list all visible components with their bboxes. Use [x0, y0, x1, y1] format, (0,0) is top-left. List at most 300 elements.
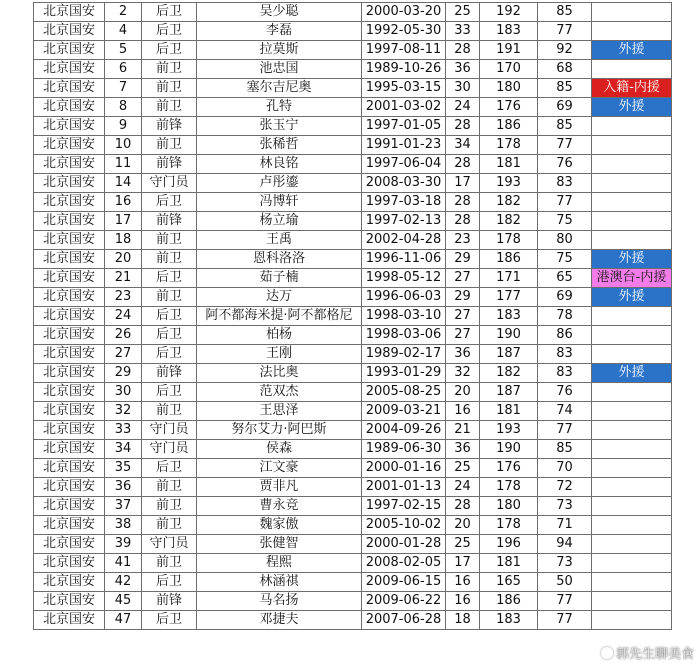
height-cell: 187	[480, 383, 538, 402]
number-cell: 26	[105, 326, 142, 345]
number-cell: 11	[105, 155, 142, 174]
age-cell: 27	[446, 326, 480, 345]
table-row	[34, 611, 672, 630]
team-cell: 北京国安	[34, 383, 105, 402]
height-cell: 181	[480, 155, 538, 174]
birth-date-cell: 1998-03-10	[362, 307, 446, 326]
weight-cell: 76	[538, 383, 592, 402]
name-cell: 江文豪	[197, 459, 362, 478]
table-row	[34, 554, 672, 573]
tag-cell	[592, 193, 672, 212]
weight-cell: 85	[538, 79, 592, 98]
birth-date-cell: 2008-02-05	[362, 554, 446, 573]
position-cell: 前锋	[142, 155, 197, 174]
tag-cell: 外援	[592, 98, 672, 117]
position-cell: 后卫	[142, 326, 197, 345]
team-cell: 北京国安	[34, 22, 105, 41]
number-cell: 6	[105, 60, 142, 79]
tag-cell	[592, 440, 672, 459]
height-cell: 193	[480, 421, 538, 440]
position-cell: 前卫	[142, 79, 197, 98]
weight-cell: 73	[538, 497, 592, 516]
name-cell: 王刚	[197, 345, 362, 364]
team-cell: 北京国安	[34, 98, 105, 117]
tag-cell: 外援	[592, 41, 672, 60]
table-row	[34, 592, 672, 611]
weight-cell: 80	[538, 231, 592, 250]
name-cell: 张稀哲	[197, 136, 362, 155]
position-cell: 后卫	[142, 269, 197, 288]
team-cell: 北京国安	[34, 231, 105, 250]
height-cell: 178	[480, 231, 538, 250]
table-row	[34, 326, 672, 345]
birth-date-cell: 1993-01-29	[362, 364, 446, 383]
name-cell: 魏家傲	[197, 516, 362, 535]
number-cell: 7	[105, 79, 142, 98]
number-cell: 42	[105, 573, 142, 592]
weight-cell: 72	[538, 478, 592, 497]
weight-cell: 76	[538, 155, 592, 174]
age-cell: 25	[446, 535, 480, 554]
team-cell: 北京国安	[34, 326, 105, 345]
height-cell: 165	[480, 573, 538, 592]
birth-date-cell: 2001-01-13	[362, 478, 446, 497]
team-cell: 北京国安	[34, 250, 105, 269]
table-row	[34, 345, 672, 364]
name-cell: 法比奥	[197, 364, 362, 383]
number-cell: 9	[105, 117, 142, 136]
height-cell: 187	[480, 345, 538, 364]
number-cell: 30	[105, 383, 142, 402]
team-cell: 北京国安	[34, 41, 105, 60]
team-cell: 北京国安	[34, 60, 105, 79]
height-cell: 170	[480, 60, 538, 79]
table-row	[34, 22, 672, 41]
weight-cell: 94	[538, 535, 592, 554]
height-cell: 177	[480, 288, 538, 307]
number-cell: 36	[105, 478, 142, 497]
birth-date-cell: 1996-06-03	[362, 288, 446, 307]
table-row	[34, 478, 672, 497]
number-cell: 17	[105, 212, 142, 231]
number-cell: 14	[105, 174, 142, 193]
number-cell: 35	[105, 459, 142, 478]
weight-cell: 65	[538, 269, 592, 288]
tag-cell	[592, 22, 672, 41]
number-cell: 32	[105, 402, 142, 421]
position-cell: 前卫	[142, 478, 197, 497]
name-cell: 卢彤鎏	[197, 174, 362, 193]
position-cell: 后卫	[142, 573, 197, 592]
height-cell: 186	[480, 117, 538, 136]
weight-cell: 77	[538, 136, 592, 155]
weight-cell: 50	[538, 573, 592, 592]
height-cell: 191	[480, 41, 538, 60]
team-cell: 北京国安	[34, 421, 105, 440]
number-cell: 39	[105, 535, 142, 554]
height-cell: 180	[480, 79, 538, 98]
tag-cell	[592, 212, 672, 231]
name-cell: 池忠国	[197, 60, 362, 79]
tag-cell	[592, 3, 672, 22]
birth-date-cell: 1997-02-13	[362, 212, 446, 231]
number-cell: 45	[105, 592, 142, 611]
number-cell: 2	[105, 3, 142, 22]
weight-cell: 77	[538, 193, 592, 212]
birth-date-cell: 1998-05-12	[362, 269, 446, 288]
name-cell: 侯森	[197, 440, 362, 459]
weight-cell: 86	[538, 326, 592, 345]
height-cell: 178	[480, 478, 538, 497]
table-row	[34, 516, 672, 535]
birth-date-cell: 1989-02-17	[362, 345, 446, 364]
age-cell: 28	[446, 497, 480, 516]
birth-date-cell: 1997-06-04	[362, 155, 446, 174]
table-row	[34, 193, 672, 212]
number-cell: 18	[105, 231, 142, 250]
table-row	[34, 459, 672, 478]
tag-cell	[592, 402, 672, 421]
name-cell: 冯博轩	[197, 193, 362, 212]
weight-cell: 74	[538, 402, 592, 421]
weight-cell: 83	[538, 345, 592, 364]
age-cell: 34	[446, 136, 480, 155]
name-cell: 贾非凡	[197, 478, 362, 497]
team-cell: 北京国安	[34, 155, 105, 174]
name-cell: 邓捷夫	[197, 611, 362, 630]
weight-cell: 85	[538, 117, 592, 136]
table-row	[34, 288, 672, 307]
roster-body	[34, 3, 672, 630]
team-cell: 北京国安	[34, 402, 105, 421]
age-cell: 16	[446, 402, 480, 421]
table-row	[34, 41, 672, 60]
team-cell: 北京国安	[34, 288, 105, 307]
weibo-icon	[601, 647, 613, 659]
birth-date-cell: 2008-03-30	[362, 174, 446, 193]
weight-cell: 85	[538, 3, 592, 22]
position-cell: 前卫	[142, 250, 197, 269]
weight-cell: 71	[538, 516, 592, 535]
name-cell: 张健智	[197, 535, 362, 554]
weight-cell: 73	[538, 554, 592, 573]
age-cell: 29	[446, 288, 480, 307]
age-cell: 20	[446, 516, 480, 535]
number-cell: 23	[105, 288, 142, 307]
team-cell: 北京国安	[34, 459, 105, 478]
age-cell: 28	[446, 193, 480, 212]
position-cell: 后卫	[142, 383, 197, 402]
table-row	[34, 117, 672, 136]
name-cell: 柏杨	[197, 326, 362, 345]
height-cell: 182	[480, 212, 538, 231]
table-row	[34, 136, 672, 155]
weight-cell: 77	[538, 22, 592, 41]
height-cell: 180	[480, 497, 538, 516]
weight-cell: 83	[538, 364, 592, 383]
table-row	[34, 155, 672, 174]
weight-cell: 75	[538, 250, 592, 269]
weight-cell: 85	[538, 440, 592, 459]
weight-cell: 77	[538, 592, 592, 611]
tag-cell	[592, 60, 672, 79]
team-cell: 北京国安	[34, 497, 105, 516]
age-cell: 30	[446, 79, 480, 98]
team-cell: 北京国安	[34, 307, 105, 326]
tag-cell	[592, 155, 672, 174]
age-cell: 25	[446, 459, 480, 478]
name-cell: 阿不都海米提·阿不都格尼	[197, 307, 362, 326]
birth-date-cell: 2000-01-28	[362, 535, 446, 554]
age-cell: 28	[446, 117, 480, 136]
height-cell: 178	[480, 136, 538, 155]
birth-date-cell: 1995-03-15	[362, 79, 446, 98]
team-cell: 北京国安	[34, 212, 105, 231]
age-cell: 16	[446, 592, 480, 611]
weight-cell: 77	[538, 421, 592, 440]
weight-cell: 78	[538, 307, 592, 326]
height-cell: 176	[480, 459, 538, 478]
number-cell: 8	[105, 98, 142, 117]
age-cell: 17	[446, 174, 480, 193]
birth-date-cell: 2002-04-28	[362, 231, 446, 250]
tag-cell	[592, 478, 672, 497]
age-cell: 20	[446, 383, 480, 402]
number-cell: 24	[105, 307, 142, 326]
position-cell: 后卫	[142, 307, 197, 326]
tag-cell	[592, 383, 672, 402]
team-cell: 北京国安	[34, 3, 105, 22]
table-row	[34, 60, 672, 79]
name-cell: 吴少聪	[197, 3, 362, 22]
number-cell: 33	[105, 421, 142, 440]
name-cell: 塞尔吉尼奥	[197, 79, 362, 98]
watermark	[601, 643, 694, 662]
height-cell: 186	[480, 592, 538, 611]
team-cell: 北京国安	[34, 269, 105, 288]
birth-date-cell: 2000-01-16	[362, 459, 446, 478]
tag-cell	[592, 592, 672, 611]
number-cell: 47	[105, 611, 142, 630]
position-cell: 后卫	[142, 345, 197, 364]
position-cell: 守门员	[142, 421, 197, 440]
position-cell: 前卫	[142, 136, 197, 155]
position-cell: 前卫	[142, 402, 197, 421]
name-cell: 林良铭	[197, 155, 362, 174]
number-cell: 20	[105, 250, 142, 269]
position-cell: 后卫	[142, 459, 197, 478]
position-cell: 前卫	[142, 231, 197, 250]
table-row	[34, 307, 672, 326]
age-cell: 16	[446, 573, 480, 592]
name-cell: 茹子楠	[197, 269, 362, 288]
tag-cell	[592, 231, 672, 250]
birth-date-cell: 1992-05-30	[362, 22, 446, 41]
name-cell: 曹永竞	[197, 497, 362, 516]
number-cell: 16	[105, 193, 142, 212]
team-cell: 北京国安	[34, 440, 105, 459]
position-cell: 后卫	[142, 3, 197, 22]
position-cell: 前卫	[142, 60, 197, 79]
position-cell: 前锋	[142, 592, 197, 611]
table-row	[34, 250, 672, 269]
team-cell: 北京国安	[34, 592, 105, 611]
age-cell: 28	[446, 155, 480, 174]
name-cell: 李磊	[197, 22, 362, 41]
team-cell: 北京国安	[34, 554, 105, 573]
height-cell: 181	[480, 554, 538, 573]
team-cell: 北京国安	[34, 611, 105, 630]
height-cell: 190	[480, 326, 538, 345]
table-row	[34, 174, 672, 193]
birth-date-cell: 1997-08-11	[362, 41, 446, 60]
height-cell: 183	[480, 307, 538, 326]
name-cell: 程熙	[197, 554, 362, 573]
name-cell: 王禹	[197, 231, 362, 250]
team-cell: 北京国安	[34, 345, 105, 364]
weight-cell: 75	[538, 212, 592, 231]
age-cell: 28	[446, 212, 480, 231]
birth-date-cell: 2009-06-22	[362, 592, 446, 611]
birth-date-cell: 2005-08-25	[362, 383, 446, 402]
number-cell: 5	[105, 41, 142, 60]
table-row	[34, 269, 672, 288]
height-cell: 176	[480, 98, 538, 117]
age-cell: 36	[446, 345, 480, 364]
number-cell: 37	[105, 497, 142, 516]
tag-cell	[592, 535, 672, 554]
position-cell: 后卫	[142, 193, 197, 212]
position-cell: 后卫	[142, 611, 197, 630]
birth-date-cell: 1997-03-18	[362, 193, 446, 212]
position-cell: 守门员	[142, 535, 197, 554]
name-cell: 努尔艾力·阿巴斯	[197, 421, 362, 440]
number-cell: 21	[105, 269, 142, 288]
position-cell: 前卫	[142, 98, 197, 117]
age-cell: 27	[446, 307, 480, 326]
number-cell: 10	[105, 136, 142, 155]
name-cell: 张玉宁	[197, 117, 362, 136]
tag-cell	[592, 459, 672, 478]
table-row	[34, 421, 672, 440]
tag-cell	[592, 326, 672, 345]
name-cell: 拉莫斯	[197, 41, 362, 60]
birth-date-cell: 2001-03-02	[362, 98, 446, 117]
position-cell: 后卫	[142, 22, 197, 41]
height-cell: 183	[480, 611, 538, 630]
number-cell: 29	[105, 364, 142, 383]
tag-cell	[592, 573, 672, 592]
table-row	[34, 573, 672, 592]
table-row	[34, 98, 672, 117]
age-cell: 17	[446, 554, 480, 573]
age-cell: 36	[446, 60, 480, 79]
age-cell: 29	[446, 250, 480, 269]
weight-cell: 69	[538, 288, 592, 307]
weight-cell: 92	[538, 41, 592, 60]
team-cell: 北京国安	[34, 79, 105, 98]
tag-cell	[592, 497, 672, 516]
table-row	[34, 3, 672, 22]
tag-cell: 外援	[592, 250, 672, 269]
birth-date-cell: 2009-06-15	[362, 573, 446, 592]
table-row	[34, 402, 672, 421]
age-cell: 27	[446, 269, 480, 288]
roster-table	[33, 2, 672, 630]
name-cell: 王思泽	[197, 402, 362, 421]
table-row	[34, 383, 672, 402]
tag-cell	[592, 117, 672, 136]
tag-cell	[592, 611, 672, 630]
age-cell: 25	[446, 3, 480, 22]
tag-cell	[592, 136, 672, 155]
tag-cell: 入籍-内援	[592, 79, 672, 98]
tag-cell: 外援	[592, 364, 672, 383]
height-cell: 190	[480, 440, 538, 459]
birth-date-cell: 2005-10-02	[362, 516, 446, 535]
age-cell: 36	[446, 440, 480, 459]
age-cell: 23	[446, 231, 480, 250]
number-cell: 38	[105, 516, 142, 535]
height-cell: 183	[480, 22, 538, 41]
age-cell: 28	[446, 41, 480, 60]
birth-date-cell: 2009-03-21	[362, 402, 446, 421]
weight-cell: 68	[538, 60, 592, 79]
team-cell: 北京国安	[34, 364, 105, 383]
position-cell: 前卫	[142, 288, 197, 307]
position-cell: 守门员	[142, 174, 197, 193]
number-cell: 4	[105, 22, 142, 41]
number-cell: 41	[105, 554, 142, 573]
age-cell: 32	[446, 364, 480, 383]
name-cell: 杨立瑜	[197, 212, 362, 231]
name-cell: 恩科洛洛	[197, 250, 362, 269]
age-cell: 18	[446, 611, 480, 630]
age-cell: 33	[446, 22, 480, 41]
team-cell: 北京国安	[34, 478, 105, 497]
height-cell: 178	[480, 516, 538, 535]
team-cell: 北京国安	[34, 136, 105, 155]
position-cell: 后卫	[142, 41, 197, 60]
team-cell: 北京国安	[34, 535, 105, 554]
position-cell: 前锋	[142, 117, 197, 136]
tag-cell: 外援	[592, 288, 672, 307]
tag-cell	[592, 174, 672, 193]
birth-date-cell: 2007-06-28	[362, 611, 446, 630]
number-cell: 27	[105, 345, 142, 364]
team-cell: 北京国安	[34, 117, 105, 136]
name-cell: 马名扬	[197, 592, 362, 611]
team-cell: 北京国安	[34, 174, 105, 193]
age-cell: 24	[446, 478, 480, 497]
height-cell: 192	[480, 3, 538, 22]
team-cell: 北京国安	[34, 193, 105, 212]
watermark-text: 郭先生聊美食	[615, 647, 694, 662]
table-row	[34, 212, 672, 231]
height-cell: 182	[480, 193, 538, 212]
birth-date-cell: 2000-03-20	[362, 3, 446, 22]
birth-date-cell: 1989-06-30	[362, 440, 446, 459]
table-row	[34, 535, 672, 554]
weight-cell: 69	[538, 98, 592, 117]
tag-cell	[592, 554, 672, 573]
height-cell: 182	[480, 364, 538, 383]
weight-cell: 70	[538, 459, 592, 478]
birth-date-cell: 1996-11-06	[362, 250, 446, 269]
height-cell: 186	[480, 250, 538, 269]
height-cell: 171	[480, 269, 538, 288]
birth-date-cell: 1997-01-05	[362, 117, 446, 136]
